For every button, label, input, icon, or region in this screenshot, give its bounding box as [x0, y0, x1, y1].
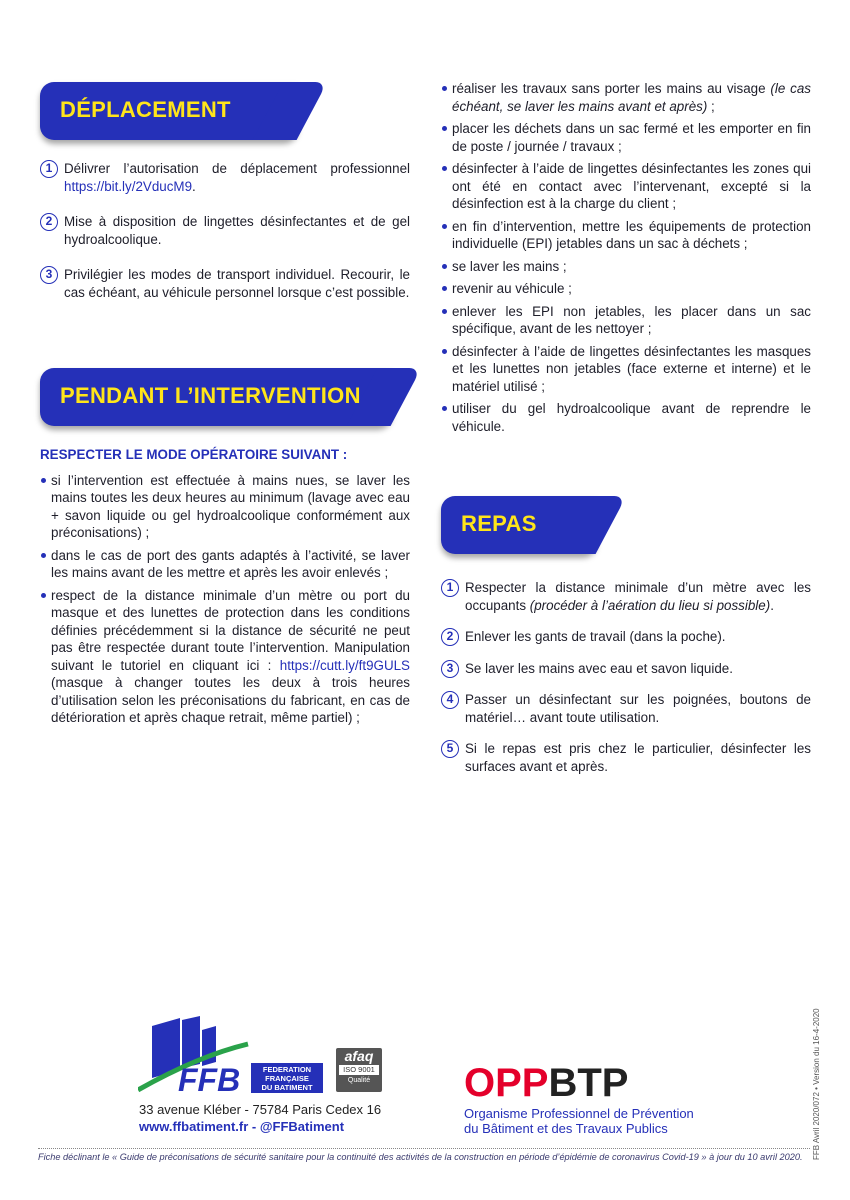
list-item: désinfecter à l’aide de lingettes désinfectantes les masques et les lunettes non jetables (face externe et interne) et le matériel utilisé ;: [441, 343, 811, 396]
intervention-left: [40, 446, 410, 727]
list-item: 1 Respecter la distance minimale d’un mètre avec les occupants (procéder à l’aération du lieu si possible).: [441, 579, 811, 614]
list-item: respect de la distance minimale d’un mètre ou port du masque et des lunettes de protection dans les conditions définies précédemment si la distance de sécurité ne peut pas être respectée durant toute l’intervention. Manipulation suivant le tutoriel en cliquant ici : https://cutt.ly/ft9GULS (masque à changer toutes les deux à trois heures d’utilisation selon les préconisations du fabricant, en cas de détérioration et après chaque retrait, même partiel) ;: [40, 587, 410, 727]
intervention-right: [441, 80, 811, 435]
intervention-title: PENDANT L’INTERVENTION: [60, 383, 361, 408]
ffb-badge: FEDERATION FRANÇAISE DU BATIMENT: [251, 1063, 323, 1093]
repas-banner: [441, 496, 597, 554]
list-item: utiliser du gel hydroalcoolique avant de reprendre le véhicule.: [441, 400, 811, 435]
intervention-subtitle: RESPECTER LE MODE OPÉRATOIRE SUIVANT :: [40, 447, 348, 462]
deplacement-banner: [40, 82, 298, 140]
tutoriel-link[interactable]: https://cutt.ly/ft9GULS: [279, 657, 410, 673]
list-item: réaliser les travaux sans porter les mains au visage (le cas échéant, se laver les mains avant et après) ;: [441, 80, 811, 115]
version-note: FFB Avril 2020/072 • Version du 16-4-2020: [812, 1008, 821, 1160]
repas-title: REPAS: [461, 511, 537, 536]
list-item: 3 Privilégier les modes de transport individuel. Recourir, le cas échéant, au véhicule personnel lorsque c’est possible.: [40, 266, 410, 301]
footer-divider: [38, 1148, 810, 1149]
list-item: 5 Si le repas est pris chez le particulier, désinfecter les surfaces avant et après.: [441, 740, 811, 775]
ffb-logo: [138, 1016, 388, 1096]
list-item: 4 Passer un désinfectant sur les poignées, boutons de matériel… avant toute utilisation.: [441, 691, 811, 726]
afaq-badge: afaq ISO 9001 Qualité: [336, 1048, 382, 1092]
oppbtp-logo: OPPBTP Organisme Professionnel de Prévention du Bâtiment et des Travaux Publics: [464, 1061, 694, 1136]
list-item: 1 Délivrer l’autorisation de déplacement professionnel https://bit.ly/2VducM9.: [40, 160, 410, 195]
repas-list: [441, 579, 811, 775]
deplacement-list: [40, 160, 410, 301]
footnote: Fiche déclinant le « Guide de préconisations de sécurité sanitaire pour la continuité des activités de la construction en période d’épidémie de coronavirus Covid-19 » à jour du 10 avril 2020.: [38, 1152, 803, 1162]
list-item: se laver les mains ;: [441, 258, 811, 276]
list-item: 2 Mise à disposition de lingettes désinfectantes et de gel hydroalcoolique.: [40, 213, 410, 248]
intervention-banner: [40, 368, 392, 426]
ffb-wordmark: FFB: [178, 1062, 241, 1098]
list-item: dans le cas de port des gants adaptés à l’activité, se laver les mains avant de les mettre et après les avoir enlevés ;: [40, 547, 410, 582]
list-item: placer les déchets dans un sac fermé et les emporter en fin de poste / journée / travaux ;: [441, 120, 811, 155]
list-item: revenir au véhicule ;: [441, 280, 811, 298]
ffb-address: 33 avenue Kléber - 75784 Paris Cedex 16: [139, 1102, 382, 1117]
ffb-web[interactable]: www.ffbatiment.fr - @FFBatiment: [139, 1119, 345, 1134]
list-item: 2 Enlever les gants de travail (dans la poche).: [441, 628, 811, 646]
list-item: désinfecter à l’aide de lingettes désinfectantes les zones qui ont été en contact avec l’intervenant, excepté si la désinfection est à la charge du client ;: [441, 160, 811, 213]
list-item: 3 Se laver les mains avec eau et savon liquide.: [441, 660, 811, 678]
list-item: en fin d’intervention, mettre les équipements de protection individuelle (EPI) jetables dans un sac à déchets ;: [441, 218, 811, 253]
autorisation-link[interactable]: https://bit.ly/2VducM9: [64, 178, 193, 194]
deplacement-title: DÉPLACEMENT: [60, 97, 231, 122]
list-item: si l’intervention est effectuée à mains nues, se laver les mains toutes les deux heures au minimum (lavage avec eau + savon liquide ou gel hydroalcoolique conformément aux préconisations) ;: [40, 472, 410, 542]
list-item: enlever les EPI non jetables, les placer dans un sac spécifique, avant de les nettoyer ;: [441, 303, 811, 338]
